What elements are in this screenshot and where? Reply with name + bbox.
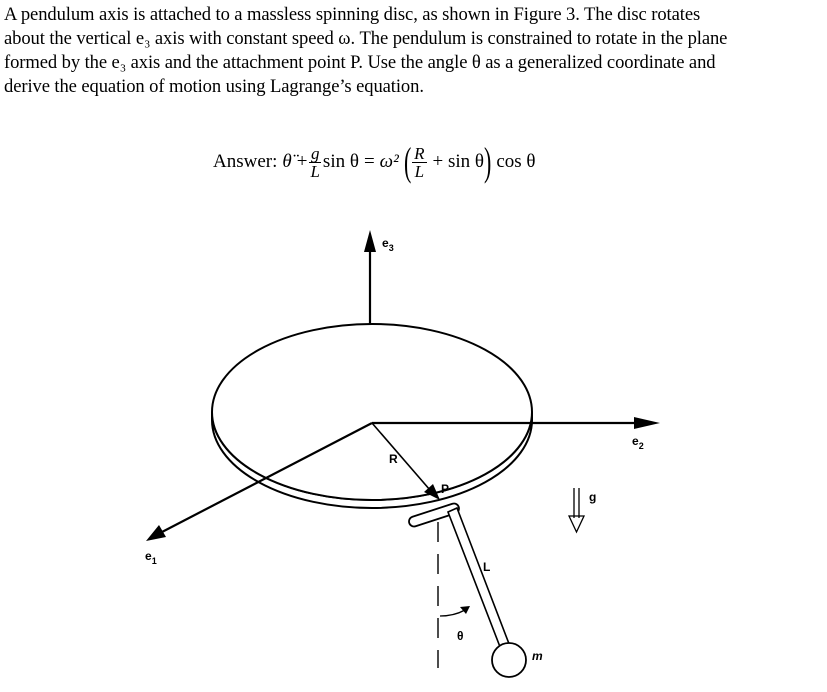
problem-line-2: about the vertical e₃ axis with constant speed ω. The pendulum is constrained to rotate in the plane <box>4 28 728 49</box>
gravity-arrow <box>569 488 584 532</box>
problem-line-3: formed by the e₃ axis and the attachment point P. Use the angle θ as a generalized coordinate and <box>4 52 716 73</box>
P-label: P <box>441 482 450 496</box>
plus-sin-theta: + sin θ <box>432 151 485 172</box>
e3-arrowhead <box>364 230 376 252</box>
e2-label: $e_2$ <box>632 434 644 451</box>
e2-arrowhead <box>634 417 660 429</box>
theta-arrowhead <box>460 606 470 614</box>
disc-top <box>212 324 532 500</box>
e1-label: $e_1$ <box>145 549 157 566</box>
L-label: L <box>483 560 491 574</box>
theta-ddot: θ̈ <box>282 151 292 172</box>
problem-line-1: A pendulum axis is attached to a massless spinning disc, as shown in Figure 3. The disc rotates <box>4 4 701 25</box>
R-label: R <box>389 452 398 466</box>
theta-arc <box>440 610 465 616</box>
pendulum-mass <box>492 643 526 677</box>
plus-sign: + <box>296 151 308 172</box>
right-paren: ) <box>484 139 492 184</box>
equals-sign: = <box>363 151 375 172</box>
omega-squared: ω² <box>379 151 399 172</box>
g-label: g <box>589 490 597 504</box>
e1-arrowhead <box>146 525 166 541</box>
fraction-denominator-L2: L <box>414 161 425 181</box>
fraction-denominator-L: L <box>310 161 320 181</box>
m-label: m <box>532 649 543 663</box>
theta-label: θ <box>457 629 464 643</box>
problem-line-4: derive the equation of motion using Lagrange’s equation. <box>4 76 424 97</box>
fraction-numerator-g: g <box>310 143 320 163</box>
sin-theta: sin θ <box>322 151 359 172</box>
fraction-numerator-R: R <box>414 143 425 163</box>
left-paren: ( <box>403 139 412 184</box>
cos-theta: cos θ <box>496 151 536 172</box>
e3-label: $e_3$ <box>382 236 394 253</box>
answer-label: Answer: <box>213 151 278 172</box>
